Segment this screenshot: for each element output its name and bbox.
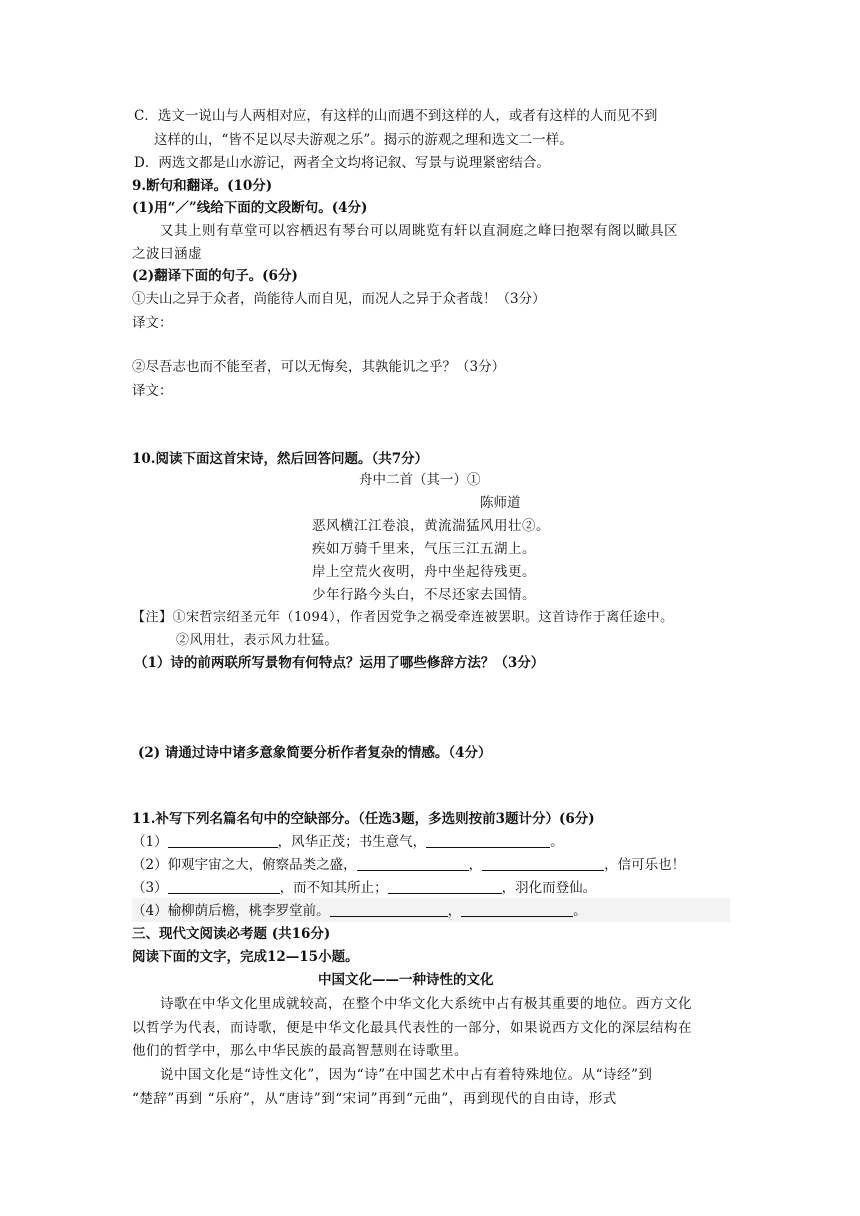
fill-blank[interactable] [388, 879, 502, 894]
q11-item-4 [132, 901, 587, 921]
fill-blank[interactable] [461, 902, 573, 917]
poem-title: 舟中二首（其一）① [359, 472, 481, 488]
poem-line-2: 疾如万骑千里来，气压三江五湖上。 [312, 541, 536, 557]
q8-option-d: D．两选文都是山水游记，两者全文均将记叙、写景与说理紧密结合。 [134, 155, 550, 171]
article-p1-line2: 以哲学为代表，而诗歌，便是中华文化最具代表性的一部分，如果说西方文化的深层结构在 [132, 1020, 692, 1036]
fill-blank[interactable] [330, 902, 448, 917]
q11-item-4-text: （4）榆柳荫后檐，桃李罗堂前。 [132, 903, 330, 919]
q11-item-2-end: ，信可乐也！ [604, 857, 686, 873]
poem-line-4: 少年行路今头白，不尽还家去国情。 [312, 587, 536, 603]
q11-item-1-end: 。 [550, 834, 564, 850]
fill-blank[interactable] [482, 856, 604, 871]
q11-item-3-text: ，而不知其所止； [279, 880, 388, 896]
q9-passage-line2: 之波曰涵虚 [132, 246, 202, 262]
q8-option-c-line2: 这样的山，“皆不足以尽夫游观之乐”。揭示的游观之理和选文二一样。 [154, 132, 573, 148]
q9-part2-title: (2)翻译下面的句子。(6分) [132, 268, 298, 284]
q9-title: 9.断句和翻译。(10分) [132, 178, 273, 194]
q11-item-1 [132, 832, 564, 852]
q11-item-4-end: 。 [573, 903, 587, 919]
q11-item-3-end: ，羽化而登仙。 [501, 880, 597, 896]
article-p1-line1: 诗歌在中华文化里成就较高，在整个中华文化大系统中占有极其重要的地位。西方文化 [160, 996, 692, 1012]
q9-part1-title: (1)用“／”线给下面的文段断句。(4分) [132, 200, 368, 216]
fill-blank[interactable] [168, 879, 280, 894]
article-p2-line2: “楚辞”再到 “乐府”，从“唐诗”到“宋词”再到“元曲”，再到现代的自由诗，形式 [132, 1091, 617, 1107]
poem-note-1: 【注】①宋哲宗绍圣元年（1094），作者因党争之祸受牵连被罢职。这首诗作于离任途中。 [132, 610, 674, 625]
q11-item-2-comma: ， [468, 857, 483, 873]
poem-line-1: 恶风横江江卷浪，黄流湍猛风用壮②。 [312, 518, 550, 534]
q11-item-4-comma: ， [447, 903, 462, 919]
article-p2-line1: 说中国文化是“诗性文化”，因为“诗”在中国艺术中占有着特殊地位。从“诗经”到 [160, 1067, 653, 1083]
q10-subquestion-2: (2) 请通过诗中诸多意象简要分析作者复杂的情感。（4分） [138, 745, 492, 761]
q9-passage-line1: 又其上则有草堂可以容栖迟有琴台可以周眺览有轩以直洞庭之峰曰抱翠有阁以瞰具区 [160, 223, 678, 239]
section-3-instruction: 阅读下面的文字，完成12—15小题。 [132, 949, 359, 965]
q11-title: 11.补写下列名篇名句中的空缺部分。（任选3题，多选则按前3题计分）(6分) [132, 811, 595, 827]
q11-item-2-text: （2）仰观宇宙之大，俯察品类之盛， [132, 857, 357, 873]
q9-translation-label-2: 译文： [132, 383, 173, 399]
poem-line-3: 岸上空荒火夜明，舟中坐起待残更。 [312, 564, 536, 580]
q11-item-1-number: （1） [132, 834, 168, 850]
fill-blank[interactable] [357, 856, 469, 871]
q9-translation-label-1: 译文： [132, 315, 173, 331]
q10-title: 10.阅读下面这首宋诗，然后回答问题。（共7分） [132, 451, 429, 467]
q8-option-c-line1: C．选文一说山与人两相对应，有这样的山而遇不到这样的人，或者有这样的人而见不到 [134, 108, 658, 124]
fill-blank[interactable] [168, 833, 278, 848]
q9-sentence-1: ①夫山之异于众者，尚能待人而自见，而况人之异于众者哉！（3分） [132, 291, 546, 307]
q11-item-1-text: ，风华正茂；书生意气， [277, 834, 427, 850]
article-title: 中国文化——一种诗性的文化 [318, 972, 494, 988]
q11-item-3-number: （3） [132, 880, 168, 896]
q11-item-3 [132, 878, 596, 898]
article-p1-line3: 他们的哲学中，那么中华民族的最高智慧则在诗歌里。 [132, 1043, 468, 1059]
fill-blank[interactable] [426, 833, 550, 848]
q9-sentence-2: ②尽吾志也而不能至者，可以无悔矣，其孰能讥之乎？（3分） [132, 359, 506, 375]
poem-author: 陈师道 [480, 495, 521, 511]
q10-subquestion-1: （1）诗的前两联所写景物有何特点？运用了哪些修辞方法？（3分） [134, 655, 545, 671]
poem-note-2: ②风用壮，表示风力壮猛。 [176, 633, 339, 648]
q11-item-2 [132, 855, 685, 875]
section-3-title: 三、现代文阅读必考题 (共16分) [132, 926, 331, 942]
